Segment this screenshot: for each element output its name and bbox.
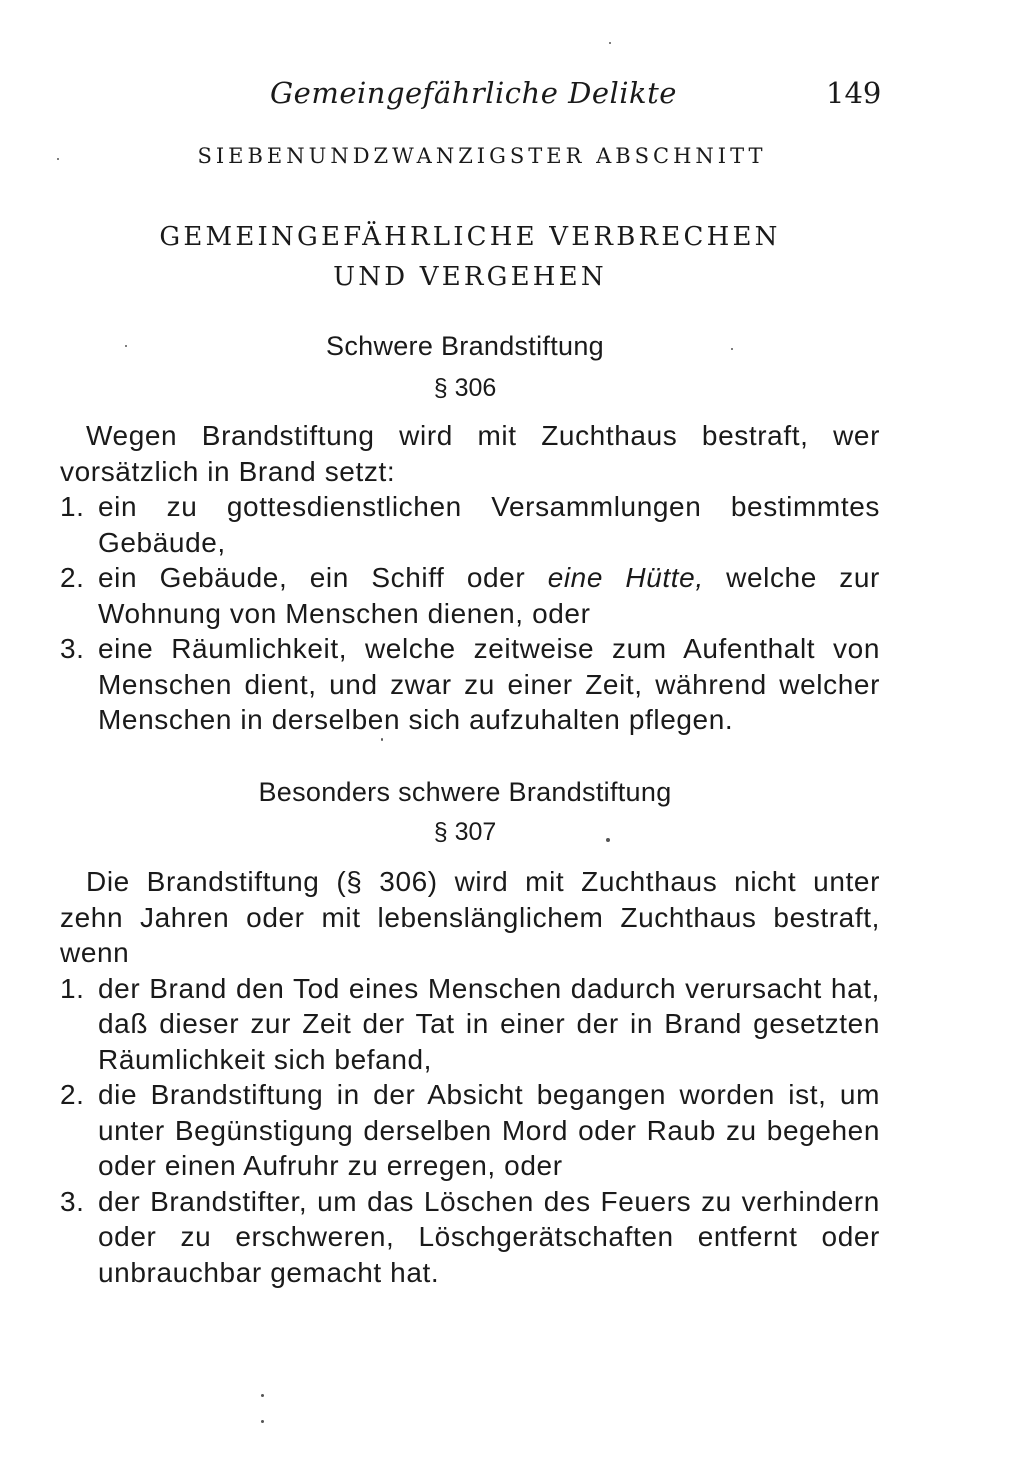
- item-number: 2.: [60, 1079, 85, 1110]
- scan-speck: [261, 1394, 264, 1397]
- section-307-intro: Die Brandstiftung (§ 306) wird mit Zuchthaus nicht unter zehn Jahren oder mit lebenslänglichem Zuchthaus bestraft, wenn: [60, 866, 880, 968]
- item-text-emphasis: eine Hütte,: [547, 562, 704, 593]
- section-heading: [0, 217, 940, 297]
- section-306-item-1: [60, 489, 880, 560]
- item-text: der Brand den Tod eines Menschen dadurch verursacht hat, daß dieser zur Zeit der Tat in einer der in Brand gesetzten Räumlichkeit sich befand,: [98, 972, 880, 1075]
- scan-speck: [731, 348, 733, 350]
- item-text: der Brandstifter, um das Löschen des Feuers zu verhindern oder zu erschweren, Löschgerätschaften entfernt oder unbrauchbar gemacht hat.: [98, 1185, 880, 1288]
- page-number: 149: [826, 76, 882, 110]
- scan-speck: [609, 42, 611, 44]
- section-307-item-2: [60, 1077, 880, 1184]
- section-306-body: [60, 418, 880, 738]
- item-text-pre: ein Gebäude, ein Schiff oder: [98, 562, 548, 593]
- section-306-item-3: [60, 631, 880, 738]
- chapter-heading: [0, 144, 924, 168]
- chapter-heading-text: SIEBENUNDZWANZIGSTER ABSCHNITT: [197, 144, 767, 168]
- item-number: 2.: [60, 562, 85, 593]
- running-head: [0, 76, 1024, 116]
- section-307-paragraph-mark: § 307: [433, 818, 497, 846]
- scan-speck: [125, 345, 127, 347]
- item-text: die Brandstiftung in der Absicht begangen worden ist, um unter Begünstigung derselben Mord oder Raub zu begehen oder einen Aufruhr zu erregen, oder: [98, 1079, 880, 1181]
- item-number: 1.: [60, 972, 85, 1004]
- item-text: eine Räumlichkeit, welche zeitweise zum Aufenthalt von Menschen dient, und zwar zu einer Zeit, während welcher Menschen in derselben sich aufzuhalten pflegen.: [98, 633, 880, 735]
- section-306-title: Schwere Brandstiftung: [326, 331, 604, 361]
- item-number: 3.: [60, 633, 85, 664]
- scan-speck: [381, 738, 383, 741]
- item-number: 1.: [60, 491, 85, 522]
- section-307-item-3: [60, 1184, 880, 1291]
- section-307-title: Besonders schwere Brandstiftung: [258, 777, 672, 807]
- item-text: ein zu gottesdienstlichen Versammlungen bestimmtes Gebäude,: [98, 491, 880, 558]
- item-number: 3.: [60, 1185, 85, 1217]
- item-text-post: welche zur Wohnung von Menschen dienen, oder: [98, 562, 880, 629]
- section-306-intro: Wegen Brandstiftung wird mit Zuchthaus bestraft, wer vorsätzlich in Brand setzt:: [60, 420, 880, 487]
- scan-speck: [606, 838, 610, 842]
- section-306-paragraph-mark: § 306: [433, 374, 497, 402]
- scan-speck: [57, 158, 59, 160]
- section-307-body: [60, 864, 880, 1290]
- section-307-item-1: [60, 971, 880, 1078]
- running-title: Gemeingefährliche Delikte: [270, 76, 677, 110]
- section-heading-line-2: UND VERGEHEN: [333, 262, 607, 292]
- section-heading-line-1: GEMEINGEFÄHRLICHE VERBRECHEN: [159, 222, 781, 252]
- scan-speck: [261, 1420, 264, 1423]
- section-306-item-2: [60, 560, 880, 631]
